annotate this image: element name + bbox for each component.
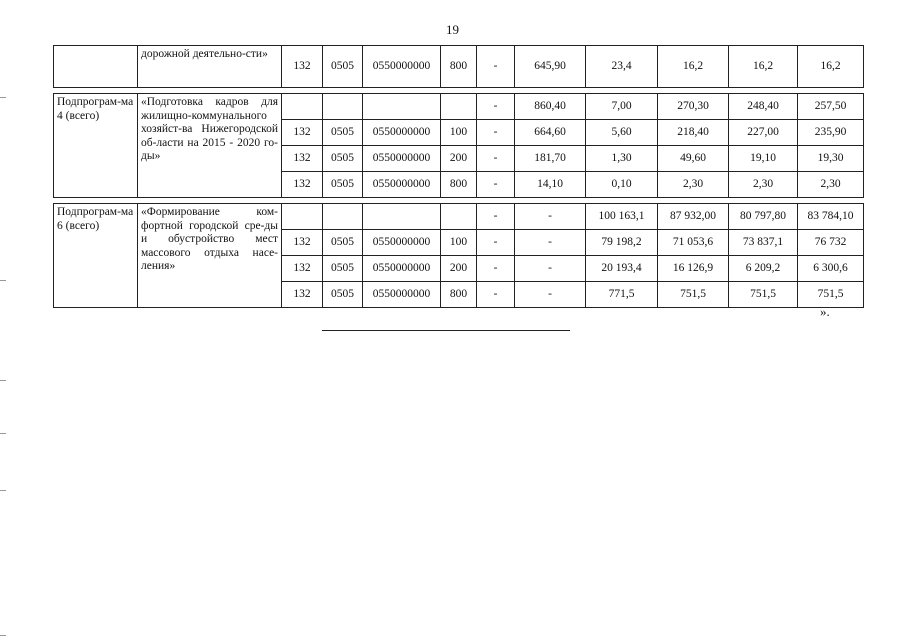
value-cell: 664,60 [515,120,586,146]
value-cell: 248,40 [729,94,798,120]
scan-edge-mark [0,380,6,381]
value-cell: 79 198,2 [586,230,658,256]
value-cell: - [477,204,515,230]
program-cell [54,46,138,88]
value-cell [323,204,363,230]
value-cell: 132 [282,172,323,198]
value-cell: 0505 [323,230,363,256]
value-cell: 73 837,1 [729,230,798,256]
scan-edge-mark [0,433,6,434]
program-name-cell: «Формирование ком-фортной городской сре-ды и обустройство мест массового отдыха насе-ления» [138,204,282,308]
value-cell: - [477,282,515,308]
table-row [54,94,864,120]
program-cell: Подпрограм-ма 4 (всего) [54,94,138,198]
scan-edge-mark [0,97,6,98]
value-cell: 0550000000 [363,282,441,308]
value-cell: 132 [282,46,323,88]
value-cell: 0505 [323,172,363,198]
value-cell: 100 163,1 [586,204,658,230]
value-cell: 235,90 [798,120,864,146]
value-cell: 0550000000 [363,146,441,172]
value-cell: - [477,172,515,198]
value-cell: 132 [282,120,323,146]
value-cell: 800 [441,172,477,198]
value-cell: 132 [282,146,323,172]
scan-edge-mark [0,490,6,491]
value-cell: 76 732 [798,230,864,256]
value-cell: 100 [441,120,477,146]
value-cell: 227,00 [729,120,798,146]
value-cell: 16,2 [729,46,798,88]
value-cell: 270,30 [658,94,729,120]
page-number: 19 [446,22,459,37]
value-cell: 0505 [323,282,363,308]
value-cell: 645,90 [515,46,586,88]
value-cell: 19,10 [729,146,798,172]
value-cell [441,94,477,120]
value-cell [323,94,363,120]
value-cell: 87 932,00 [658,204,729,230]
value-cell: 0550000000 [363,120,441,146]
value-cell: 0505 [323,46,363,88]
program-name-cell: «Подготовка кадров для жилищно-коммунального хозяйст-ва Нижегородской об-ласти на 2015 - 2020 го-ды» [138,94,282,198]
closing-quote-mark: ». [820,304,830,319]
value-cell: 200 [441,256,477,282]
value-cell: 771,5 [586,282,658,308]
value-cell: - [477,120,515,146]
value-cell: 218,40 [658,120,729,146]
value-cell: - [477,94,515,120]
value-cell: 49,60 [658,146,729,172]
value-cell: 16 126,9 [658,256,729,282]
value-cell: 0550000000 [363,256,441,282]
value-cell: 257,50 [798,94,864,120]
value-cell [282,94,323,120]
value-cell: 0550000000 [363,172,441,198]
value-cell: 0550000000 [363,230,441,256]
value-cell: 800 [441,46,477,88]
value-cell: 100 [441,230,477,256]
value-cell: 2,30 [729,172,798,198]
value-cell: - [477,230,515,256]
value-cell: 0505 [323,146,363,172]
value-cell: 5,60 [586,120,658,146]
value-cell: 751,5 [658,282,729,308]
budget-table [53,45,864,308]
closing-rule [322,330,570,331]
value-cell: 14,10 [515,172,586,198]
scan-edge-mark [0,280,6,281]
value-cell: 2,30 [798,172,864,198]
value-cell: 71 053,6 [658,230,729,256]
value-cell: 1,30 [586,146,658,172]
value-cell: 132 [282,230,323,256]
value-cell: - [515,204,586,230]
value-cell: 751,5 [798,282,864,308]
table-row [54,46,864,88]
value-cell: 20 193,4 [586,256,658,282]
value-cell: 83 784,10 [798,204,864,230]
value-cell: 16,2 [798,46,864,88]
value-cell [282,204,323,230]
value-cell: 800 [441,282,477,308]
value-cell: 0505 [323,256,363,282]
value-cell [363,204,441,230]
program-cell: Подпрограм-ма 6 (всего) [54,204,138,308]
value-cell: 7,00 [586,94,658,120]
value-cell: 23,4 [586,46,658,88]
value-cell: - [477,146,515,172]
value-cell: 0,10 [586,172,658,198]
value-cell: 2,30 [658,172,729,198]
value-cell: - [477,256,515,282]
value-cell: - [515,230,586,256]
value-cell: - [515,256,586,282]
value-cell: - [515,282,586,308]
value-cell [441,204,477,230]
value-cell: 16,2 [658,46,729,88]
scan-edge-mark [0,635,6,636]
value-cell: 751,5 [729,282,798,308]
value-cell: 6 300,6 [798,256,864,282]
value-cell: 0550000000 [363,46,441,88]
value-cell [363,94,441,120]
value-cell: 200 [441,146,477,172]
value-cell: 132 [282,256,323,282]
value-cell: 19,30 [798,146,864,172]
value-cell: 181,70 [515,146,586,172]
table-row [54,204,864,230]
value-cell: 132 [282,282,323,308]
value-cell: 860,40 [515,94,586,120]
value-cell: - [477,46,515,88]
program-name-cell: дорожной деятельно-сти» [138,46,282,88]
value-cell: 6 209,2 [729,256,798,282]
value-cell: 80 797,80 [729,204,798,230]
value-cell: 0505 [323,120,363,146]
